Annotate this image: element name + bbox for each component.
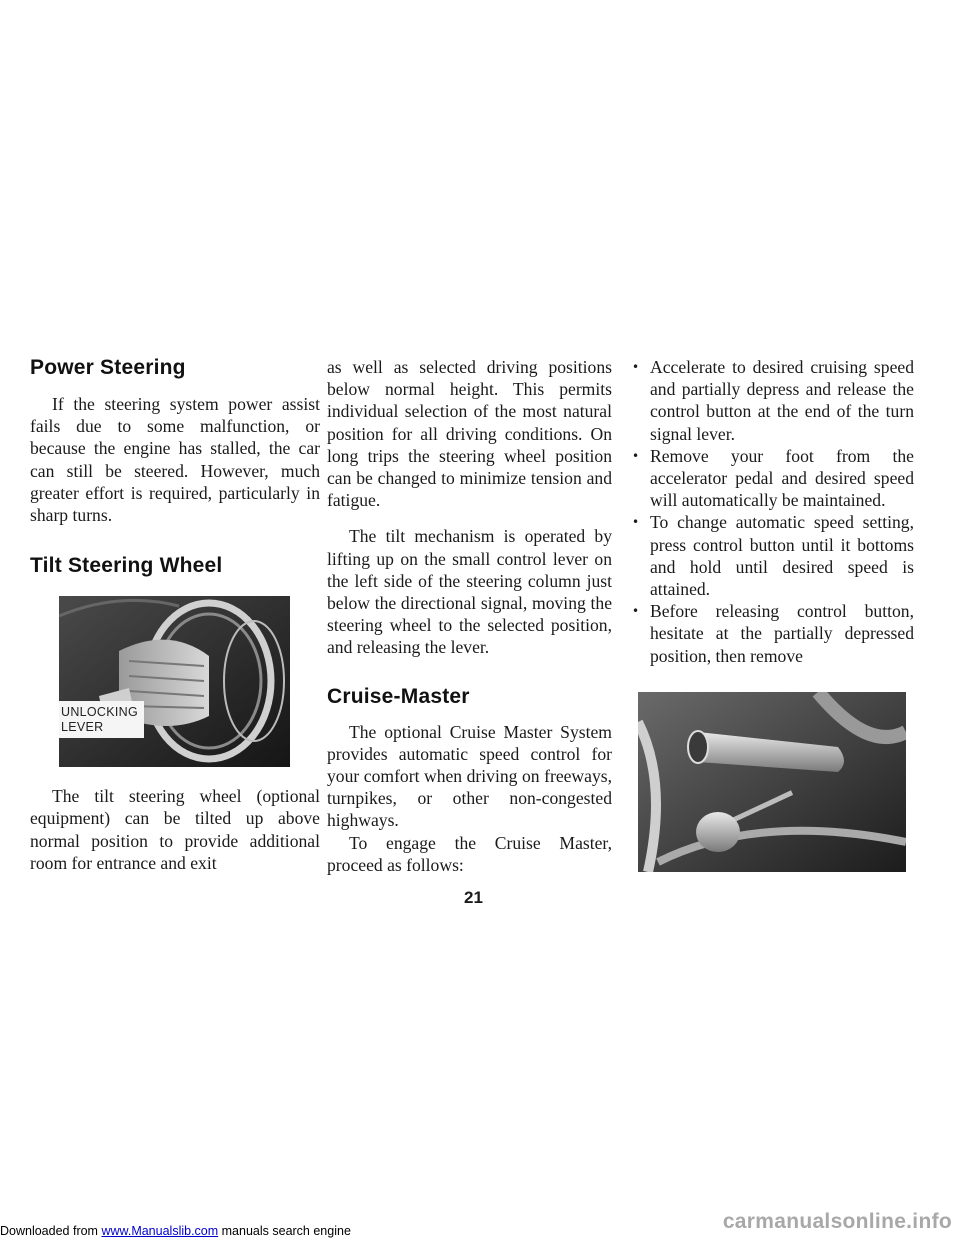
tilt-steering-photo [59,596,290,767]
list-item: • Remove your foot from the accelerator pedal and desired speed will automatically be maintained. [632,445,914,511]
tilt-wheel-paragraph: The tilt steering wheel (optional equipment) can be tilted up above normal position to provide additional room for entrance and exit [30,786,320,873]
cruise-control-photo [638,692,906,872]
steering-wheel-image [59,596,290,767]
unlocking-lever-label [59,701,144,738]
cruise-master-paragraph: The optional Cruise Master System provides automatic speed control for your comfort when driving on freeways, turnpikes, or other non-congested highways. [327,721,612,831]
engage-paragraph: To engage the Cruise Master, proceed as follows: [327,832,612,875]
tilt-continued-paragraph: as well as selected driving positions below normal height. This permits individual selection of the most natural position for all driving conditions. On long trips the steering wheel position can be changed to minimize tension and fatigue. [327,357,612,511]
column-left [30,356,320,874]
bullet-icon: • [632,448,640,463]
page-number: 21 [464,888,483,907]
bullet-icon: • [632,360,640,374]
heading-power-steering: Power Steering [30,356,186,379]
heading-tilt-steering-wheel: Tilt Steering Wheel [30,554,223,578]
list-item: • Accelerate to desired cruising speed and partially depress and release the control button at the end of the turn signal lever. [632,357,914,444]
column-right [632,356,914,872]
column-middle [327,356,612,876]
label-line-2: LEVER [61,720,104,735]
cruise-steps-list [632,356,914,667]
download-footer: Downloaded from www.Manualslib.com manuals search engine [0,1224,351,1238]
label-line-1: UNLOCKING [61,705,139,720]
manualslib-link[interactable]: www.Manualslib.com [101,1224,219,1238]
power-steering-paragraph: If the steering system power assist fails due to some malfunction, or because the engine has stalled, the car can still be steered. However, much greater effort is required, particularly in sharp turns. [30,394,320,526]
turn-signal-lever-image [638,692,906,872]
tilt-mechanism-paragraph: The tilt mechanism is operated by lifting up on the small control lever on the left side of the steering column just below the directional signal, moving the steering wheel to the selected position, and releasing the lever. [327,526,612,658]
bullet-icon: • [632,604,640,619]
bullet-icon: • [632,515,640,530]
list-item: • To change automatic speed setting, press control button until it bottoms and hold until desired speed is attained. [632,512,914,600]
heading-cruise-master: Cruise-Master [327,684,470,708]
watermark: carmanualsonline.info [722,1210,952,1233]
list-item: • Before releasing control button, hesitate at the partially depressed position, then remove [632,601,914,666]
